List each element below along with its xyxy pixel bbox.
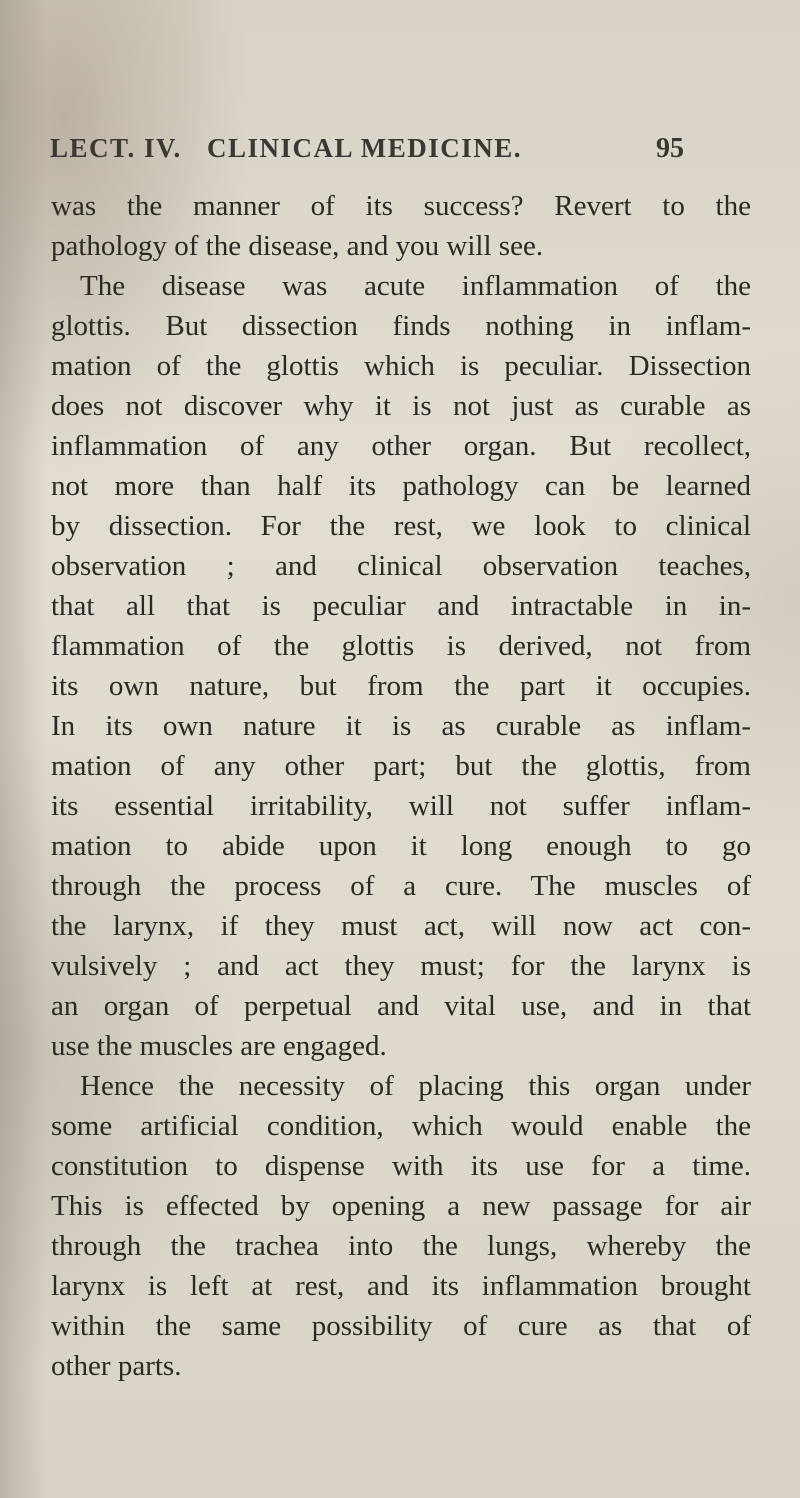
text-line: that all that is peculiar and intractable in in- [51,590,751,622]
text-line: pathology of the disease, and you will see. [51,230,544,262]
text-line: some artificial condition, which would enable the [51,1110,751,1142]
text-line: This is effected by opening a new passage for air [51,1190,751,1222]
text-line: mation of any other part; but the glottis, from [51,750,751,782]
text-line: by dissection. For the rest, we look to clinical [51,510,751,542]
text-line: does not discover why it is not just as curable as [51,390,751,422]
text-line: flammation of the glottis is derived, not from [51,630,751,662]
text-line: its essential irritability, will not suffer inflam- [51,790,751,822]
text-line: mation to abide upon it long enough to go [51,830,751,862]
text-line: glottis. But dissection finds nothing in inflam- [51,310,751,342]
text-line: its own nature, but from the part it occupies. [51,670,751,702]
book-title: CLINICAL MEDICINE. [207,133,523,163]
text-line: mation of the glottis which is peculiar. Dissection [51,350,751,382]
text-line: vulsively ; and act they must; for the larynx is [51,950,751,982]
text-line: within the same possibility of cure as that of [51,1310,751,1342]
text-line: constitution to dispense with its use for a time. [51,1150,751,1182]
text-line: inflammation of any other organ. But recollect, [51,430,751,462]
text-line: The disease was acute inflammation of the [80,270,751,302]
text-line: was the manner of its success? Revert to the [51,190,751,222]
text-line: not more than half its pathology can be learned [51,470,751,502]
text-line: observation ; and clinical observation teaches, [51,550,751,582]
text-line: Hence the necessity of placing this organ under [80,1070,751,1102]
text-line: the larynx, if they must act, will now act con- [51,910,751,942]
text-line: other parts. [51,1350,182,1382]
text-line: through the trachea into the lungs, whereby the [51,1230,751,1262]
text-line: larynx is left at rest, and its inflammation brought [51,1270,751,1302]
page-number: 95 [656,133,684,164]
page-edge-shadow [0,0,46,1498]
text-line: through the process of a cure. The muscles of [51,870,751,902]
text-line: an organ of perpetual and vital use, and in that [51,990,751,1022]
text-line: use the muscles are engaged. [51,1030,387,1062]
running-head [50,133,750,173]
lecture-label: LECT. IV. [50,133,182,163]
text-line: In its own nature it is as curable as inflam- [51,710,751,742]
